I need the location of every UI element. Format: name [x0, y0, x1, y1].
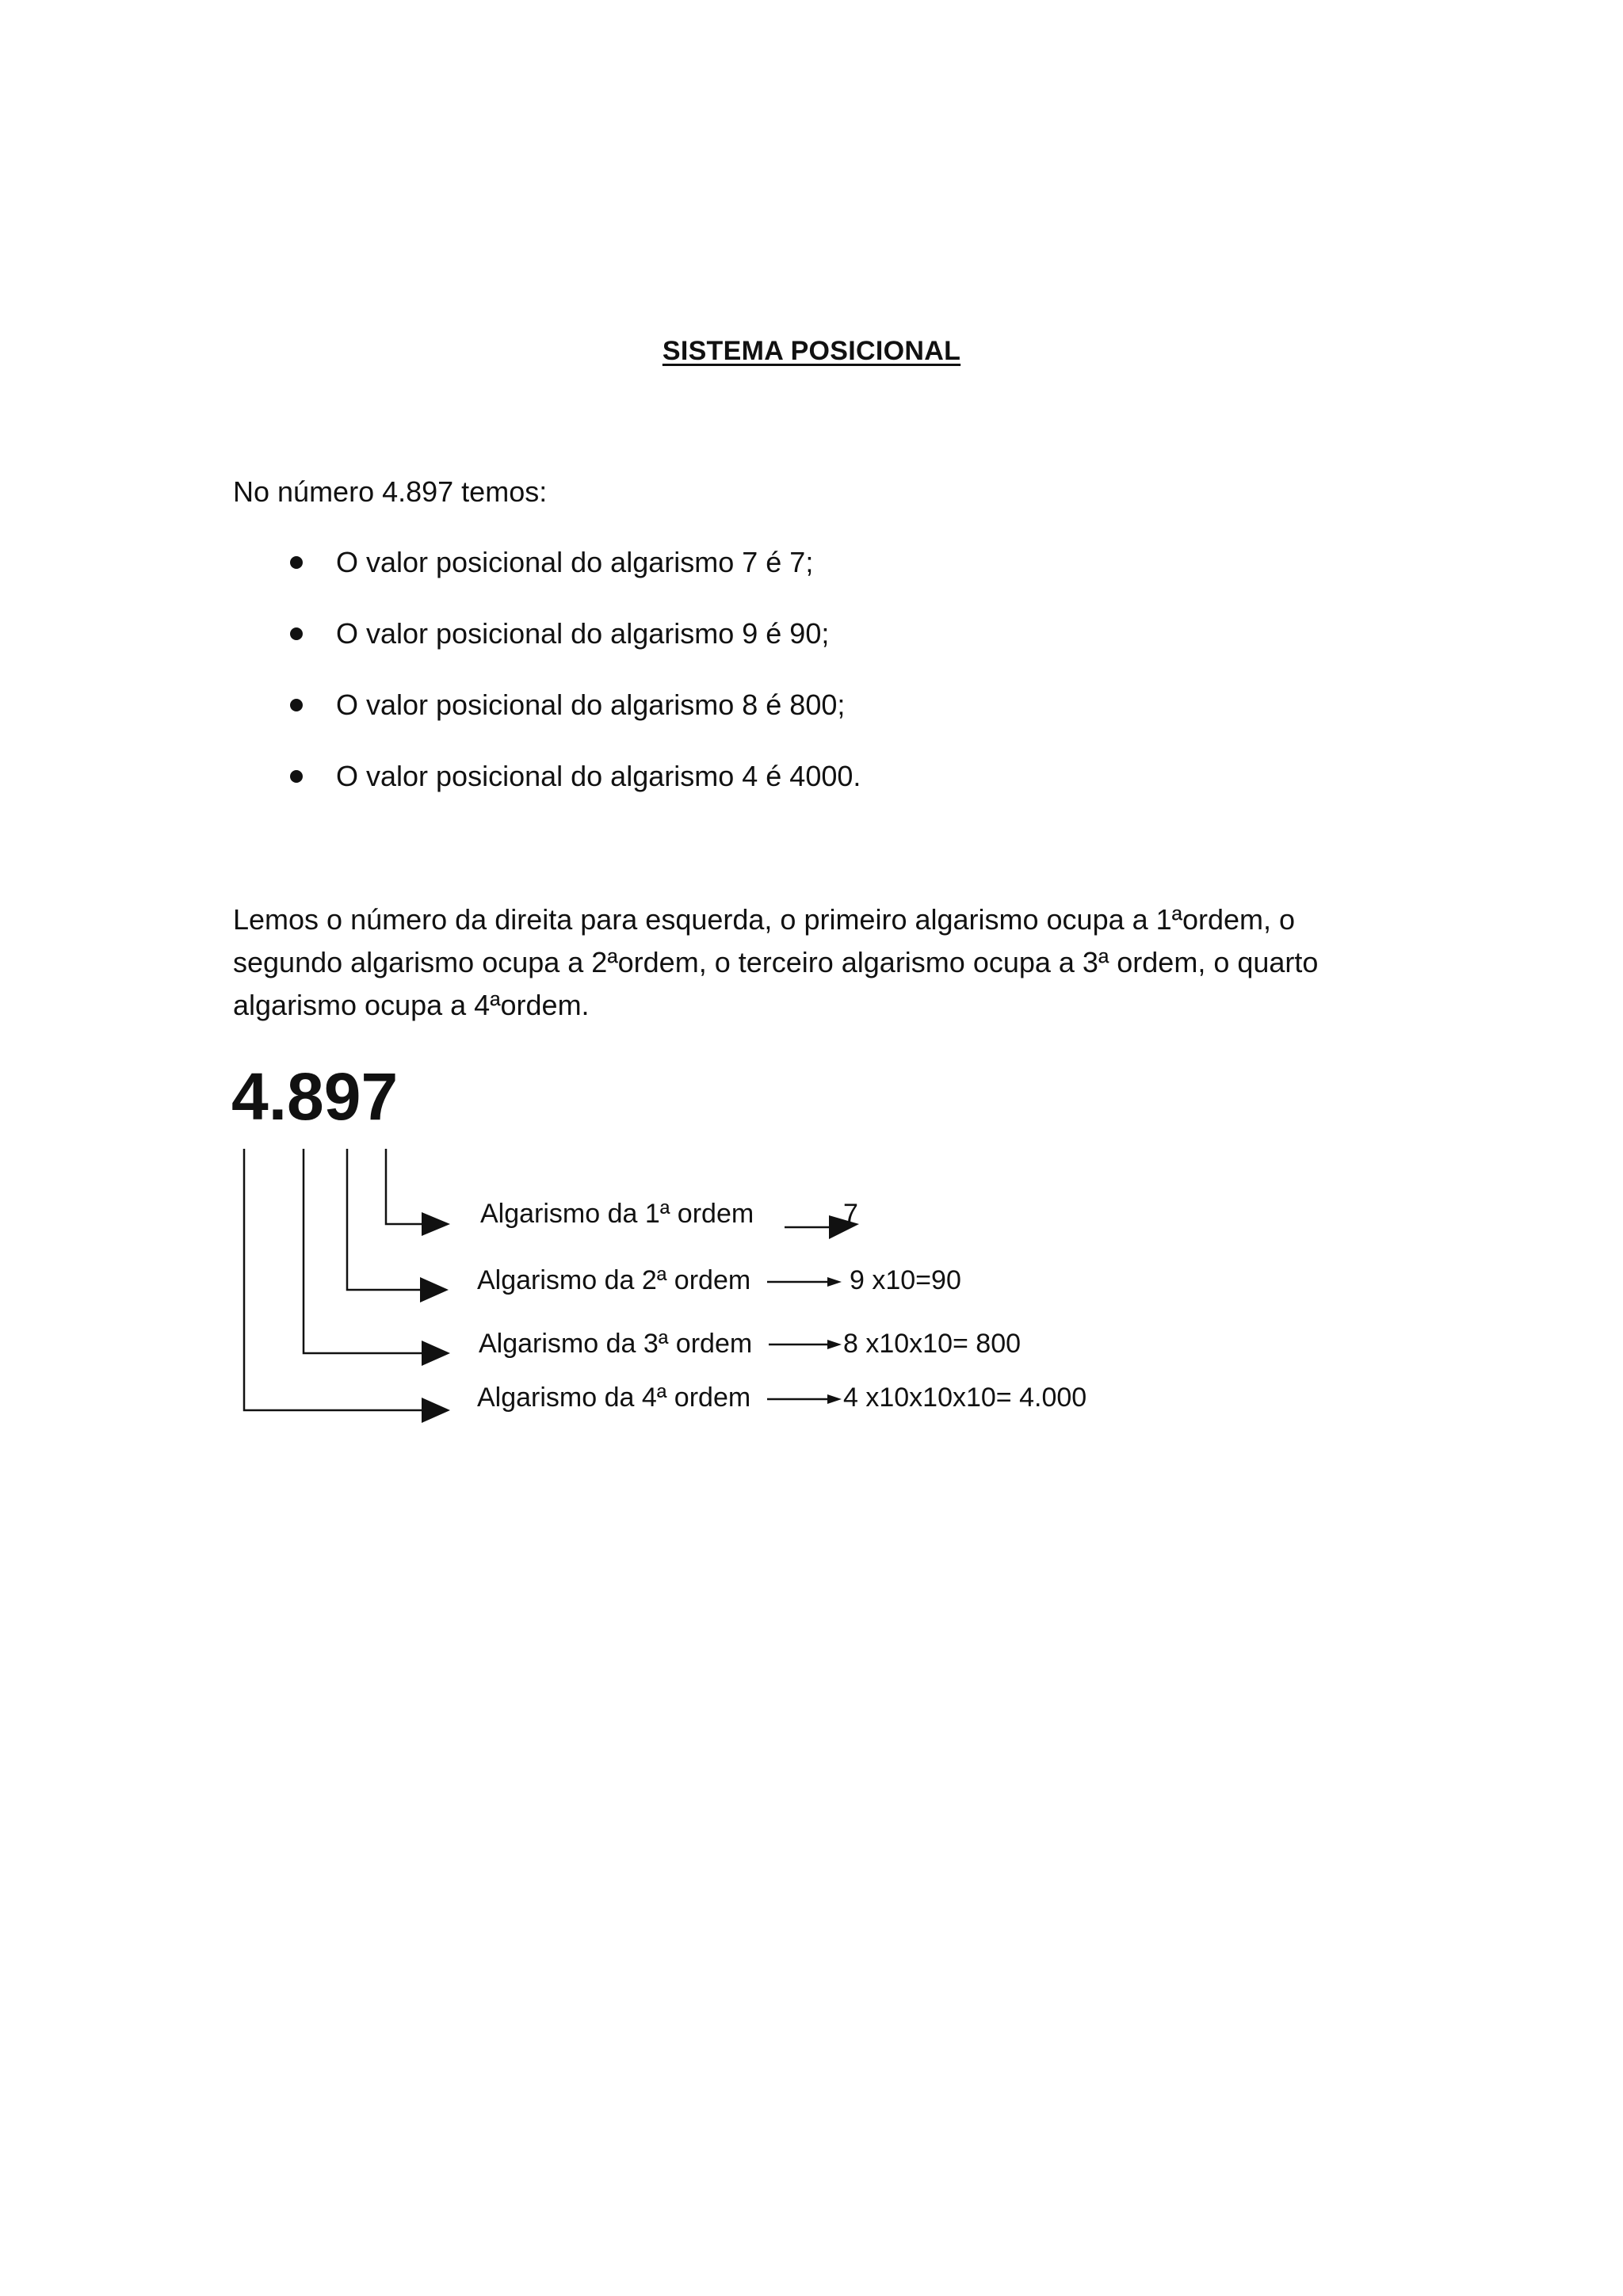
example-number: 4.897 — [231, 1059, 399, 1134]
order-2-value: 9 x10=90 — [850, 1265, 961, 1295]
order-2-label: Algarismo da 2ª ordem — [477, 1265, 751, 1295]
order-1-value: 7 — [843, 1199, 858, 1229]
order-2-connector — [347, 1149, 420, 1290]
order-1-connector — [386, 1149, 422, 1224]
order-1-arrowhead-icon — [422, 1212, 450, 1236]
order-4-label: Algarismo da 4ª ordem — [477, 1383, 751, 1413]
order-4-value: 4 x10x10x10= 4.000 — [843, 1383, 1087, 1413]
order-2-arrowhead-icon — [420, 1277, 449, 1302]
order-4-arrowhead-icon — [422, 1398, 450, 1423]
order-4-connector — [244, 1149, 422, 1410]
order-3-arrowhead-icon — [422, 1341, 450, 1366]
order-3-label: Algarismo da 3ª ordem — [479, 1329, 753, 1359]
bullet-text: O valor posicional do algarismo 8 é 800; — [336, 688, 846, 721]
explanation-paragraph: Lemos o número da direita para esquerda, o primeiro algarismo ocupa a 1ªordem, o segundo algarismo ocupa a 2ªordem, o terceiro algarismo ocupa a 3ª ordem, o quarto algarismo ocupa a 4ªordem. — [233, 903, 1319, 1021]
order-3-connector — [304, 1149, 422, 1353]
bullet-text: O valor posicional do algarismo 9 é 90; — [336, 617, 830, 650]
order-2-result-arrow-icon — [827, 1277, 842, 1287]
bullet-text: O valor posicional do algarismo 4 é 4000. — [336, 760, 861, 792]
intro-text: No número 4.897 temos: — [233, 475, 548, 508]
order-3-result-arrow-icon — [827, 1340, 842, 1349]
order-4-result-arrow-icon — [827, 1394, 842, 1404]
page-title: SISTEMA POSICIONAL — [662, 336, 961, 366]
order-1-label: Algarismo da 1ª ordem — [480, 1199, 754, 1229]
bullet-text: O valor posicional do algarismo 7 é 7; — [336, 546, 814, 578]
order-3-value: 8 x10x10= 800 — [843, 1329, 1022, 1359]
